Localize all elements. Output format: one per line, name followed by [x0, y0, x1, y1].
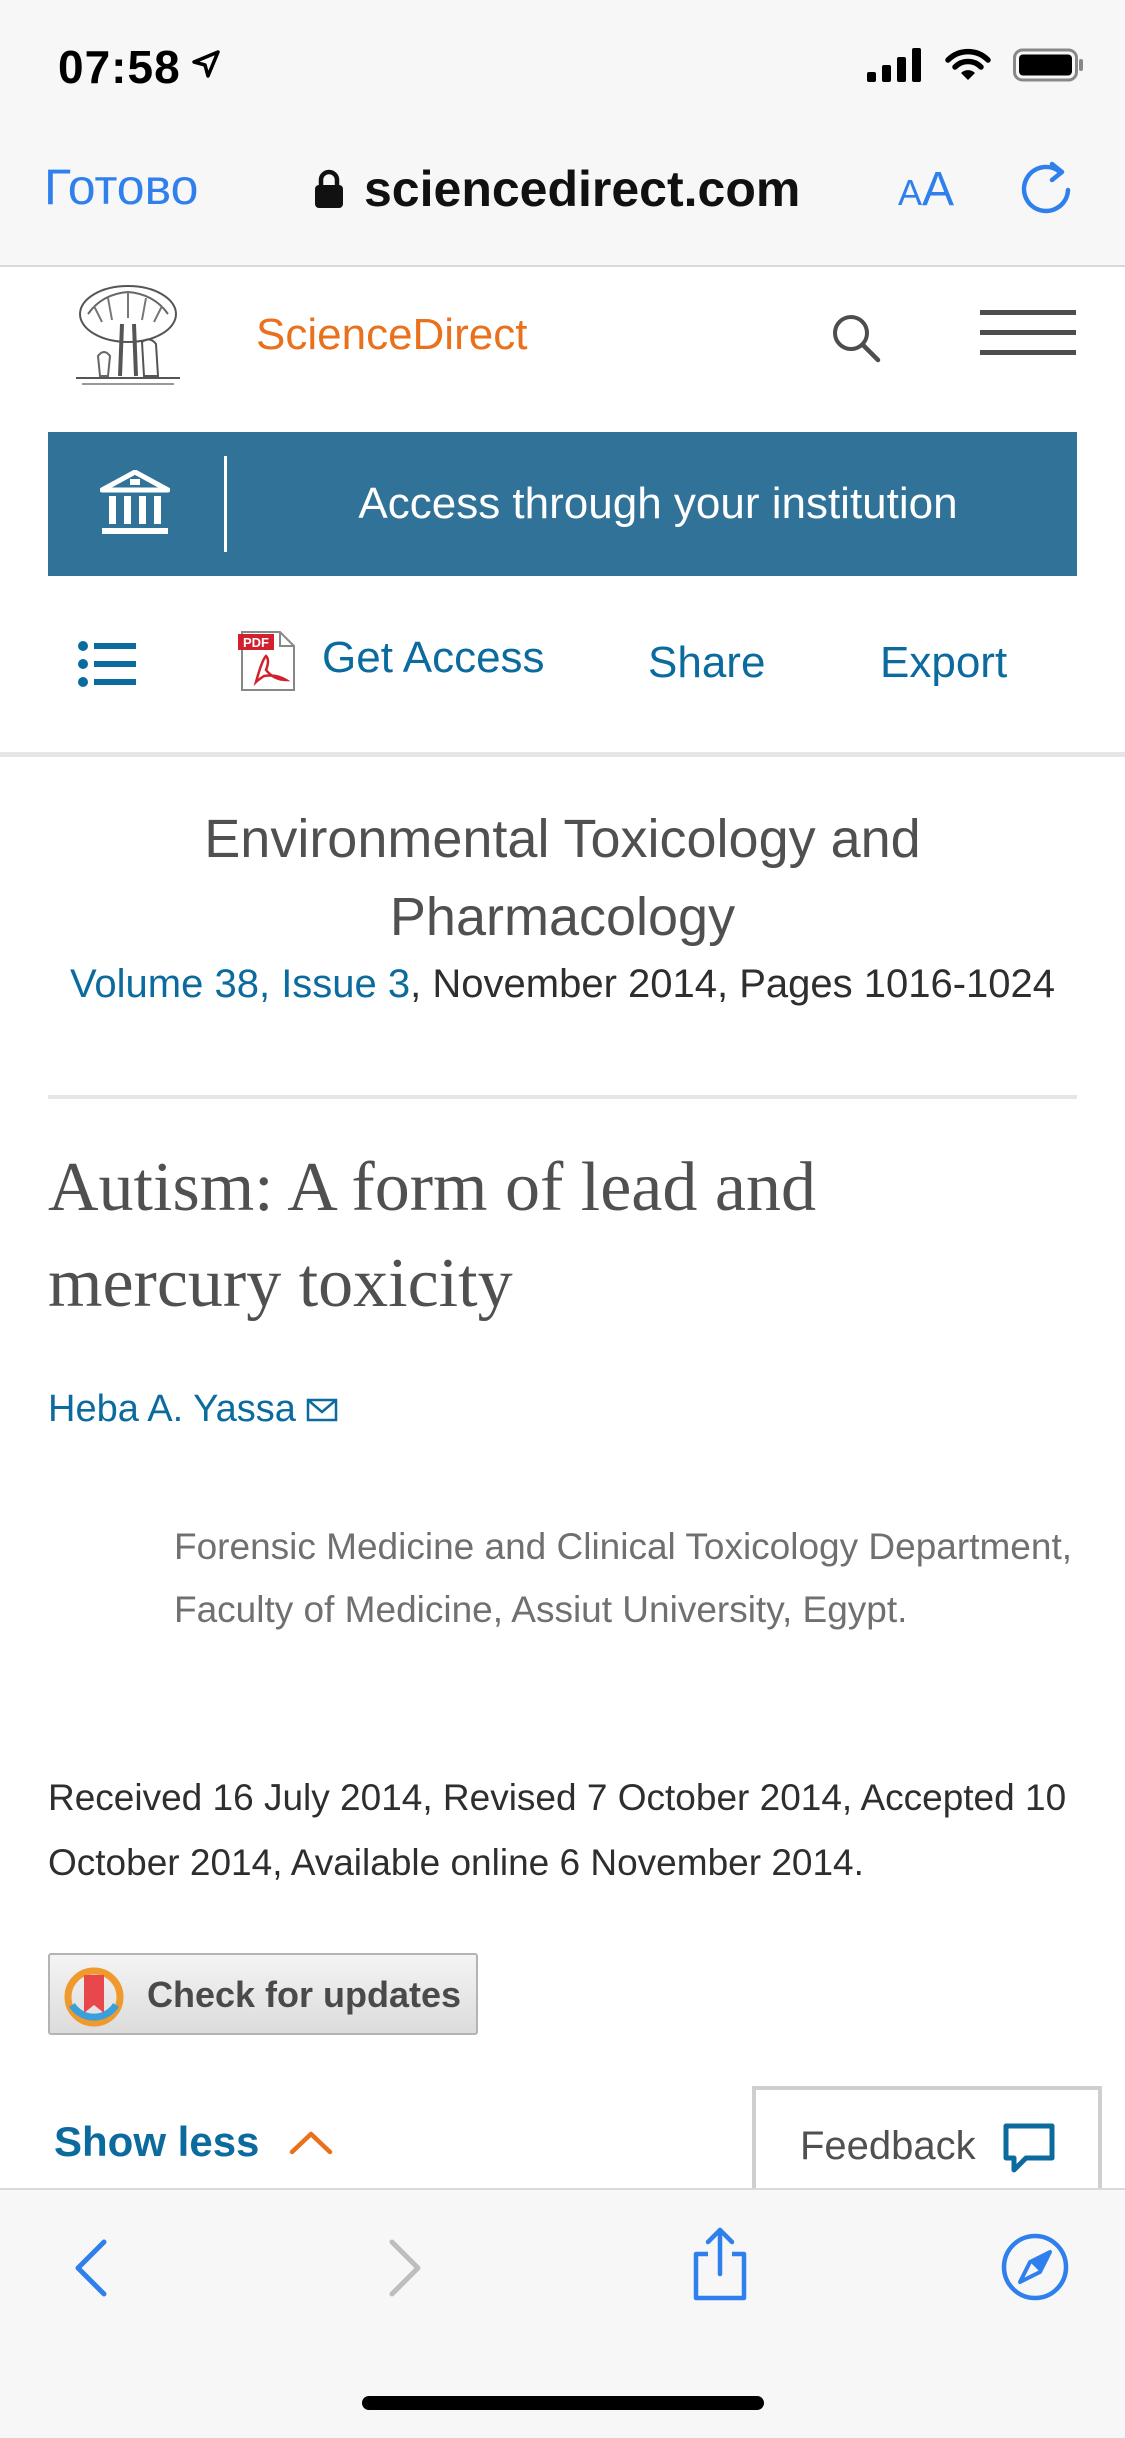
- text-size-small-a: A: [898, 172, 923, 213]
- article-history: Received 16 July 2014, Revised 7 October 2014, Accepted 10 October 2014, Available online 6 November 2014.: [48, 1777, 1067, 1883]
- forward-arrow-icon[interactable]: [384, 2238, 424, 2303]
- back-arrow-icon[interactable]: [72, 2238, 112, 2303]
- author-name: Heba A. Yassa: [48, 1388, 296, 1430]
- search-icon[interactable]: [830, 312, 882, 369]
- journal-issue-info: [40, 962, 1085, 1007]
- institution-icon: [100, 470, 170, 541]
- volume-issue-link[interactable]: Volume 38, Issue 3: [69, 962, 411, 1006]
- author-link[interactable]: [48, 1388, 338, 1431]
- export-link[interactable]: Export: [880, 638, 1008, 687]
- show-less-label: Show less: [54, 2118, 260, 2165]
- check-for-updates-button[interactable]: [48, 1953, 478, 2035]
- cellular-signal-icon: [867, 48, 923, 82]
- article-title: Autism: A form of lead and mercury toxicity: [48, 1149, 816, 1322]
- battery-icon: [1013, 48, 1085, 82]
- compass-icon[interactable]: [1000, 2232, 1070, 2307]
- feedback-label: Feedback: [800, 2124, 976, 2168]
- address-bar[interactable]: [314, 160, 800, 218]
- status-time: 07:58: [58, 41, 181, 93]
- home-indicator[interactable]: [362, 2396, 764, 2410]
- pdf-icon[interactable]: [236, 630, 298, 697]
- show-less-toggle[interactable]: [54, 2118, 333, 2166]
- banner-divider: [224, 456, 227, 552]
- pdf-badge-text: PDF: [243, 635, 269, 650]
- text-size-large-a: A: [922, 163, 955, 216]
- hamburger-menu-icon[interactable]: [980, 308, 1076, 358]
- reload-icon[interactable]: [1016, 160, 1076, 225]
- text-size-button[interactable]: [898, 162, 954, 217]
- journal-title[interactable]: Environmental Toxicology and Pharmacology: [204, 809, 921, 947]
- wifi-icon: [945, 48, 991, 82]
- sciencedirect-brand[interactable]: ScienceDirect: [256, 310, 528, 359]
- url-text: sciencedirect.com: [364, 161, 801, 217]
- toolbar-divider: [0, 752, 1125, 757]
- section-divider: [48, 1095, 1077, 1099]
- lock-icon: [314, 169, 344, 209]
- location-arrow-icon: [192, 50, 220, 83]
- date-pages: , November 2014, Pages 1016-1024: [410, 962, 1056, 1006]
- done-button[interactable]: Готово: [44, 159, 199, 215]
- status-icons: [867, 48, 1085, 82]
- email-icon: [306, 1398, 338, 1422]
- elsevier-tree-logo[interactable]: [72, 284, 184, 386]
- get-access-link[interactable]: Get Access: [322, 633, 545, 682]
- chat-bubble-icon: [1002, 2120, 1056, 2179]
- share-link[interactable]: Share: [648, 638, 766, 687]
- author-affiliation: Forensic Medicine and Clinical Toxicology Department, Faculty of Medicine, Assiut University, Egypt.: [174, 1526, 1073, 1630]
- check-for-updates-label: Check for updates: [147, 1974, 462, 2015]
- share-sheet-icon[interactable]: [688, 2226, 752, 2307]
- access-institution-banner[interactable]: [48, 432, 1077, 576]
- crossmark-icon: [64, 1967, 124, 2032]
- outline-list-icon[interactable]: [78, 640, 136, 693]
- access-institution-label: Access through your institution: [358, 479, 958, 528]
- chevron-up-icon: [289, 2129, 333, 2155]
